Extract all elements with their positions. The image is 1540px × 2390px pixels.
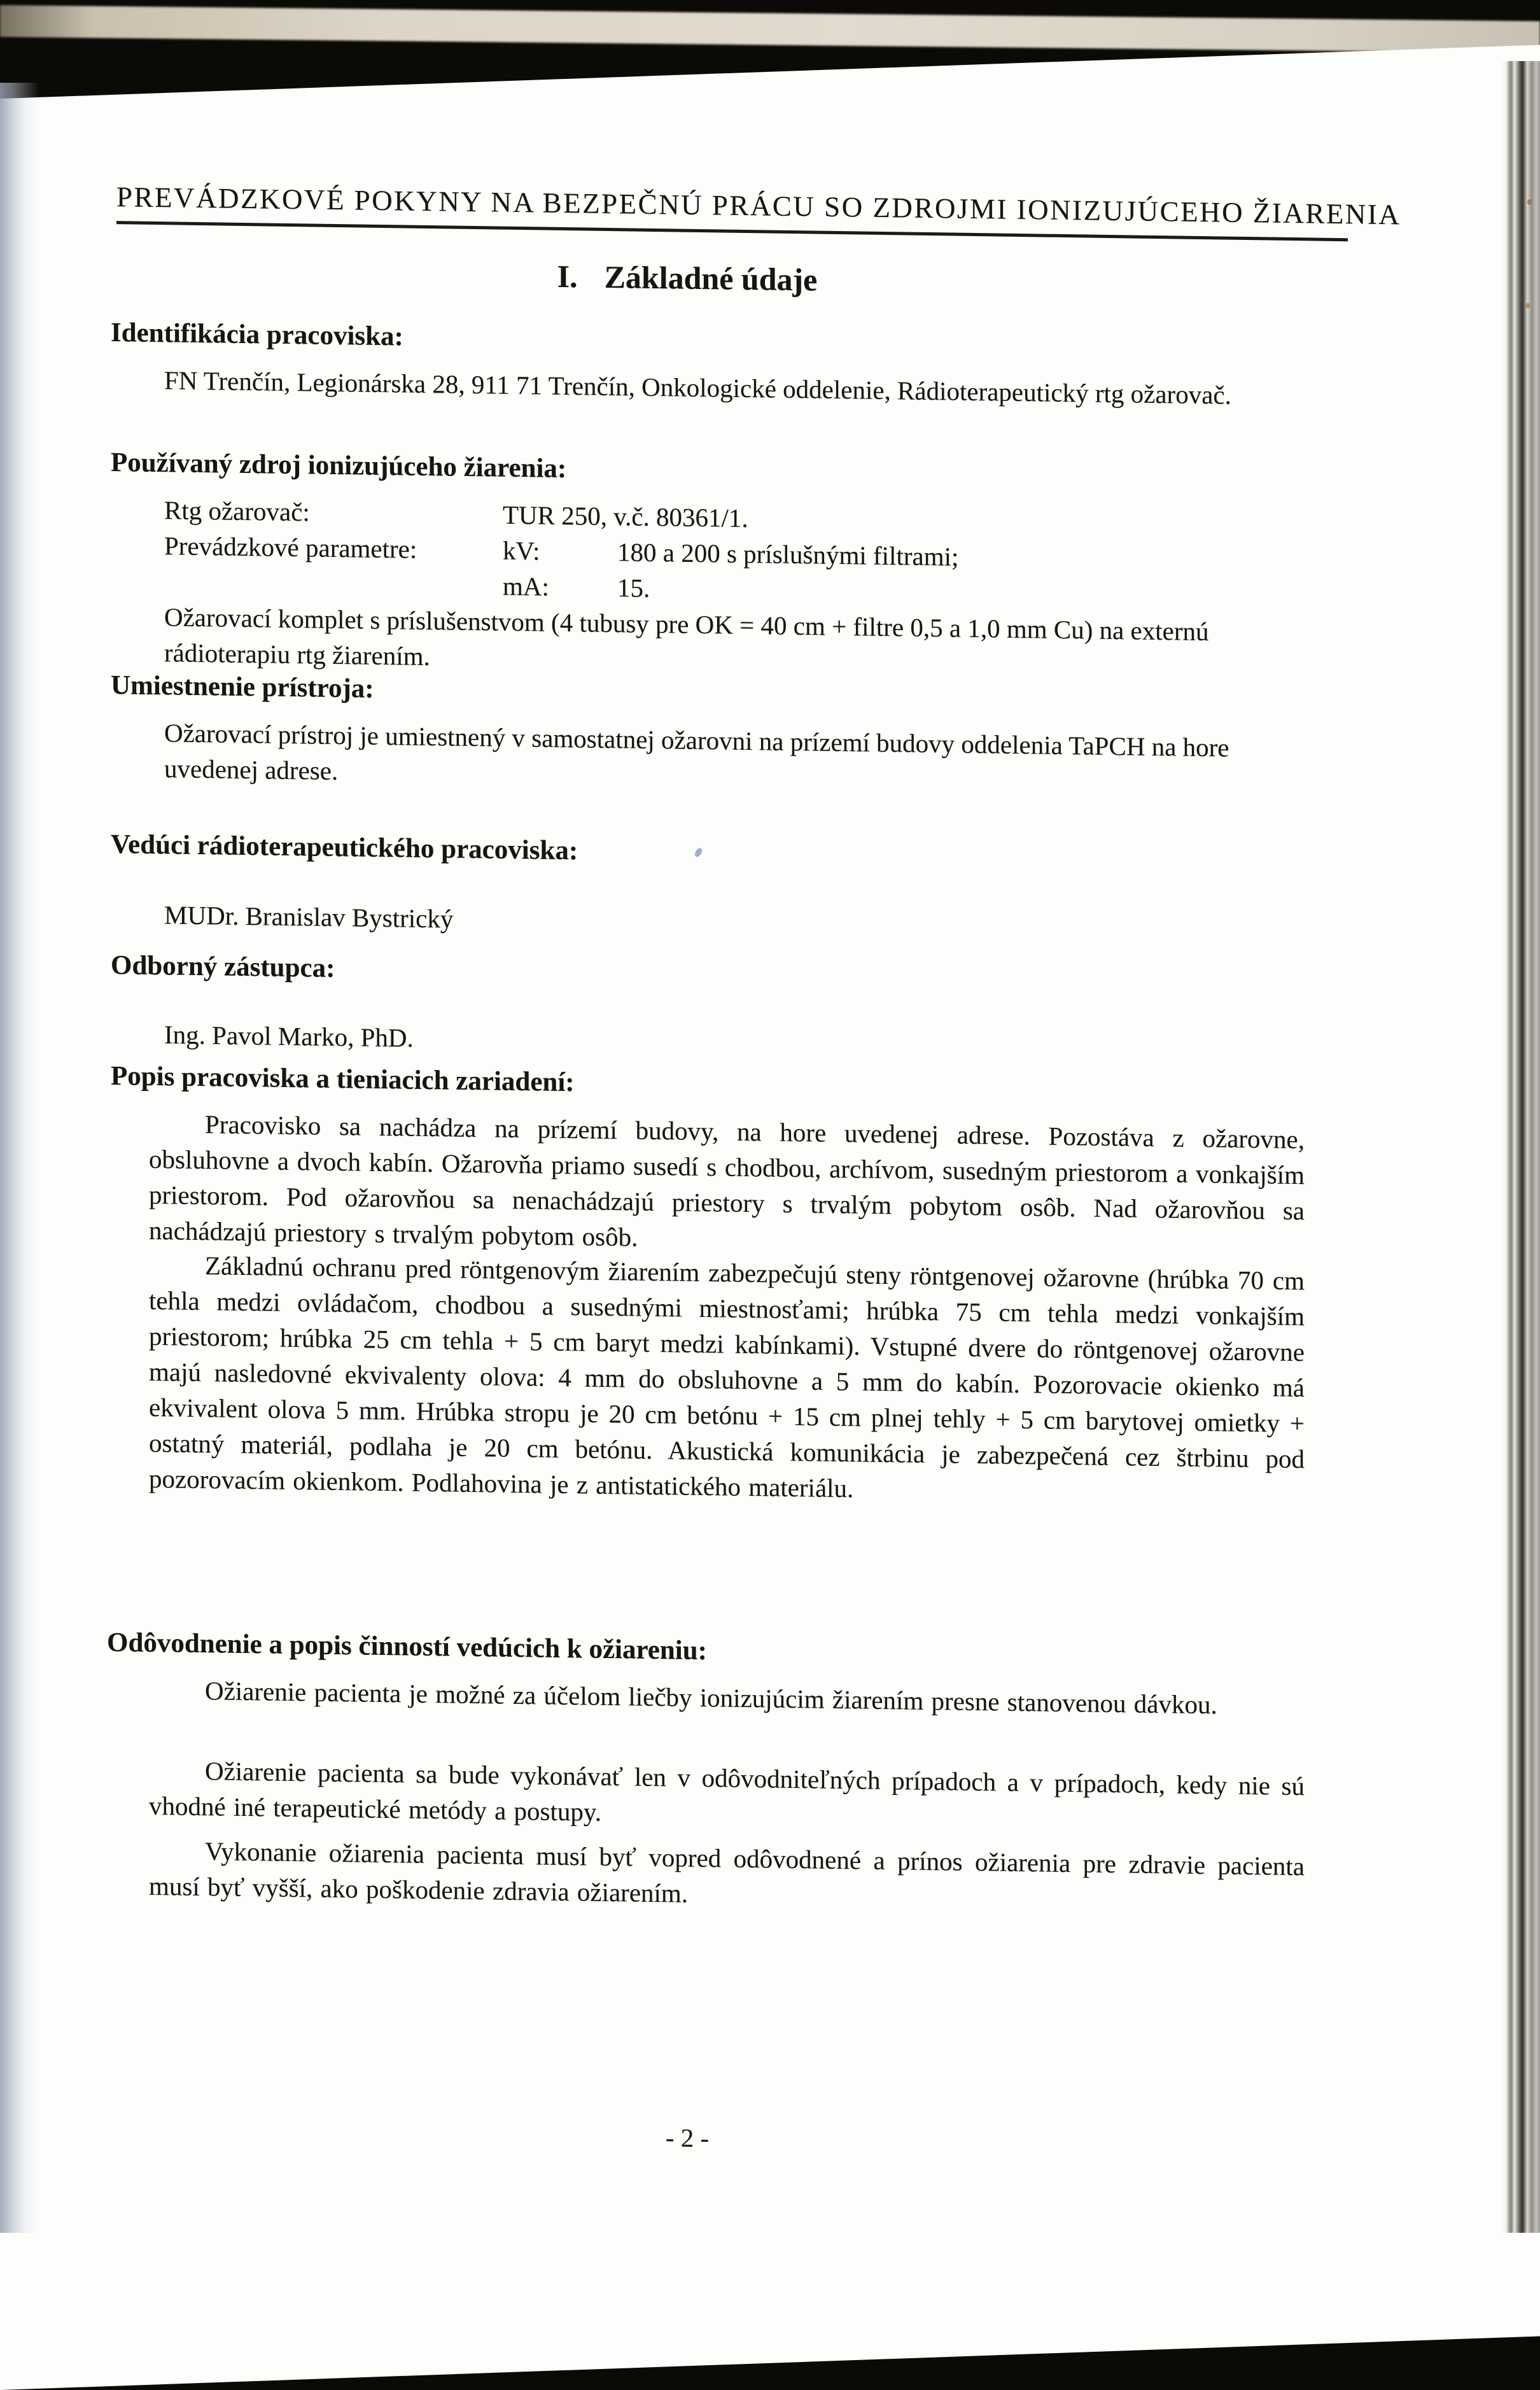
paragraph-identifikacia: FN Trenčín, Legionárska 28, 911 71 Trenčín, Onkologické oddelenie, Rádioterapeutický rtg ožarovač. [164, 365, 1231, 410]
param-key: kV: [503, 535, 540, 566]
param-value: 15. [617, 573, 650, 603]
paragraph-veduci-name: MUDr. Branislav Bystrický [164, 900, 454, 934]
source-parameters-table [108, 491, 1317, 615]
section-heading-popis-pracoviska: Popis pracoviska a tieniacich zariadení: [111, 1061, 575, 1098]
param-value: 180 a 200 s príslušnými filtrami; [617, 537, 959, 572]
chapter-title [86, 252, 1289, 304]
paragraph-odovodnenie-3: Vykonanie ožiarenia pacienta musí byť vopred odôvodnené a prínos ožiarenia pre zdravie pacienta musí byť vyšší, ako poškodenie zdravia ožiarením. [149, 1836, 1305, 1908]
chapter-title-text: Základné údaje [604, 258, 818, 298]
section-heading-odborny-zastupca: Odborný zástupca: [111, 950, 335, 983]
chapter-numeral: I. [557, 258, 578, 295]
paper-speck [1527, 199, 1532, 205]
scan-spine-shadow [0, 83, 39, 2233]
param-key: mA: [503, 571, 549, 601]
param-label: Rtg ožarovač: [164, 495, 310, 527]
section-heading-identifikacia: Identifikácia pracoviska: [111, 318, 403, 352]
param-value: TUR 250, v.č. 80361/1. [503, 500, 748, 533]
paragraph-zastupca-name: Ing. Pavol Marko, PhD. [164, 1020, 414, 1053]
paragraph-odovodnenie-2: Ožiarenie pacienta sa bude vykonávať len v odôvodniteľných prípadoch a v prípadoch, kedy nie sú vhodné iné terapeutické metódy a postupy. [149, 1756, 1305, 1827]
section-heading-odovodnenie: Odôvodnenie a popis činností vedúcich k ožiareniu: [107, 1627, 707, 1666]
scan-page-stack-edge [1501, 61, 1540, 2233]
paragraph-popis-2: Základnú ochranu pred röntgenovým žiarením zabezpečujú steny röntgenovej ožarovne (hrúbka 70 cm tehla medzi ovládačom, chodbou a susednými miestnosťami; hrúbka 75 cm tehla medzi vonkajším priestorom; hrúbka 25 cm tehla + 5 cm baryt medzi kabínkami). Vstupné dvere do röntgenovej ožarovne majú nasledovné ekvivalenty olova: 4 mm do obsluhovne a 5 mm do kabín. Pozorovacie okienko má ekvivalent olova 5 mm. Hrúbka stropu je 20 cm betónu + 15 cm plnej tehly + 5 cm barytovej omietky + ostatný materiál, podlaha je 20 cm betónu. Akustická komunikácia je zabezpečená cez štrbinu pod pozorovacím okienkom. Podlahovina je z antistatického materiálu. [149, 1251, 1305, 1503]
paragraph-ozarovaci-komplet: Ožarovací komplet s príslušenstvom (4 tubusy pre OK = 40 cm + filtre 0,5 a 1,0 mm Cu) na externú rádioterapiu rtg žiarením. [164, 602, 1209, 671]
document-header-title: PREVÁDZKOVÉ POKYNY NA BEZPEČNÚ PRÁCU SO ZDROJMI IONIZUJÚCEHO ŽIARENIA [116, 180, 1348, 241]
section-heading-veduci: Vedúci rádioterapeutického pracoviska: [111, 829, 578, 866]
title-spacer [578, 287, 605, 288]
paper-speck [1526, 303, 1530, 308]
page-number: - 2 - [665, 2123, 710, 2153]
paragraph-umiestnenie: Ožarovací prístroj je umiestnený v samostatnej ožarovni na prízemí budovy oddelenia TaPCH na hore uvedenej adrese. [164, 718, 1229, 786]
section-heading-umiestnenie: Umiestnenie prístroja: [111, 670, 374, 704]
param-label: Prevádzkové parametre: [164, 531, 417, 564]
section-heading-zdroj: Používaný zdroj ionizujúceho žiarenia: [111, 447, 567, 484]
paragraph-popis-1: Pracovisko sa nachádza na prízemí budovy, na hore uvedenej adrese. Pozostáva z ožarovne, obsluhovne a dvoch kabín. Ožarovňa priamo susedí s chodbou, archívom, susedným priestorom a vonkajším priestorom. Pod ožarovňou sa nenachádzajú priestory s trvalým pobytom osôb. Nad ožarovňou sa nachádzajú priestory s trvalým pobytom osôb. [149, 1109, 1305, 1252]
paragraph-odovodnenie-1: Ožiarenie pacienta je možné za účelom liečby ionizujúcim žiarením presne stanovenou dávkou. [205, 1676, 1217, 1720]
